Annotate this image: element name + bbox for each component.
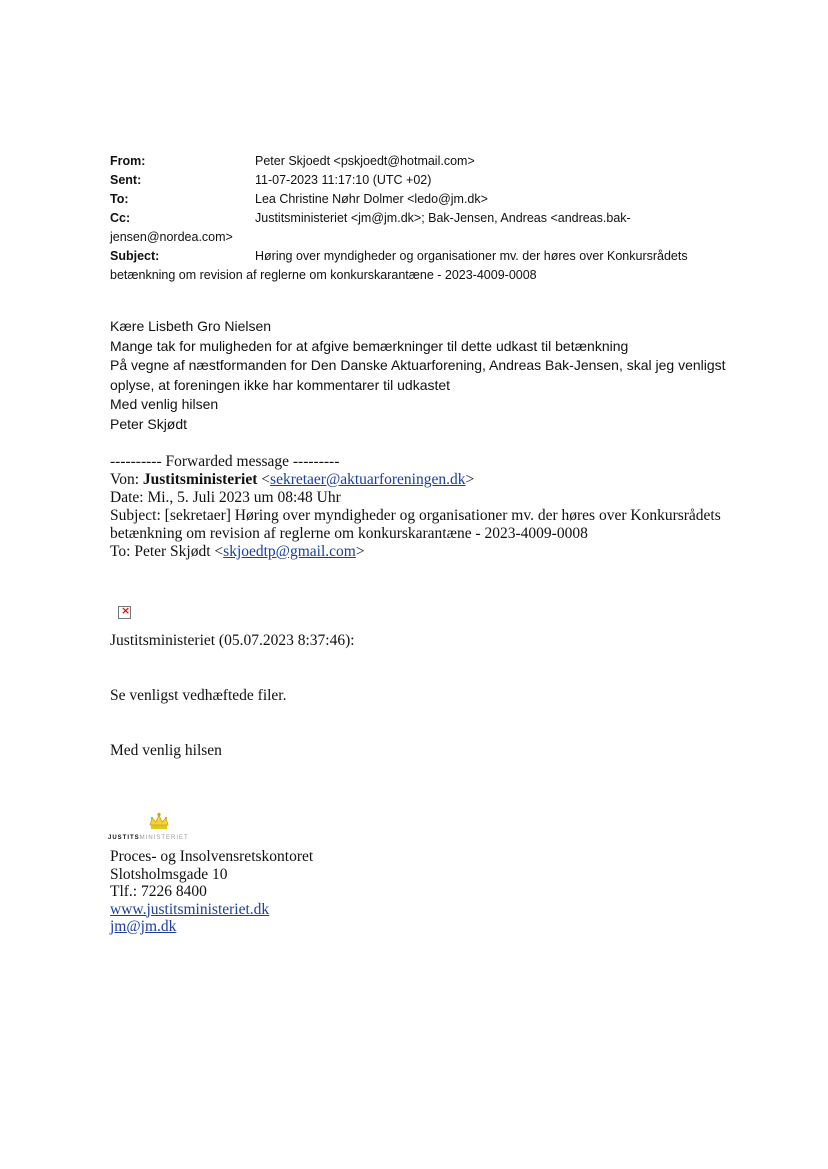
forward-to-label: To: Peter Skjødt	[110, 543, 215, 560]
forward-to: To: Peter Skjødt <skjoedtp@gmail.com>	[110, 543, 365, 560]
cc-value: Justitsministeriet <jm@jm.dk>; Bak-Jensen, Andreas <andreas.bak-	[255, 211, 631, 225]
greeting: Kære Lisbeth Gro Nielsen	[110, 318, 272, 334]
logo-wordmark	[108, 835, 189, 841]
to-row	[110, 190, 760, 209]
email-header	[110, 152, 760, 285]
sent-label: Sent:	[110, 173, 142, 187]
logo-part-1: JUSTITS	[108, 835, 140, 841]
crown-icon	[148, 812, 170, 830]
subject-value-continued: betænkning om revision af reglerne om konkurskarantæne - 2023-4009-0008	[110, 268, 537, 282]
logo-part-2: MINISTERIET	[139, 835, 189, 841]
forward-date: Date: Mi., 5. Juli 2023 um 08:48 Uhr	[110, 489, 341, 506]
subject-value: Høring over myndigheder og organisationer mv. der høres over Konkursrådets	[255, 249, 688, 263]
forward-subject-2: betænkning om revision af reglerne om konkurskarantæne - 2023-4009-0008	[110, 525, 588, 542]
signature-website-link[interactable]: www.justitsministeriet.dk	[110, 900, 270, 918]
message-text: Se venligst vedhæftede filer.	[110, 687, 287, 704]
signature-phone: Tlf.: 7226 8400	[110, 883, 207, 900]
signature-office: Proces- og Insolvensretskontoret	[110, 848, 314, 865]
von-label: Von:	[110, 471, 143, 488]
von-email-link[interactable]: sekretaer@aktuarforeningen.dk	[270, 471, 466, 488]
closing: Med venlig hilsen	[110, 396, 219, 412]
sent-row	[110, 171, 760, 190]
broken-image-icon: ×	[118, 606, 131, 619]
to-label: To:	[110, 192, 129, 206]
from-row	[110, 152, 760, 171]
cc-value-continued: jensen@nordea.com>	[110, 230, 233, 244]
to-value: Lea Christine Nøhr Dolmer <ledo@jm.dk>	[255, 192, 488, 206]
von-name: Justitsministeriet	[142, 471, 258, 488]
subject-label: Subject:	[110, 249, 160, 263]
forward-subject-1: Subject: [sekretaer] Høring over myndigheder og organisationer mv. der høres over Konkursrådets	[110, 507, 721, 524]
body-line-2: På vegne af næstformanden for Den Danske Aktuarforening, Andreas Bak-Jensen, skal jeg venligst	[110, 357, 726, 373]
from-label: From:	[110, 154, 146, 168]
message-sender-line: Justitsministeriet (05.07.2023 8:37:46):	[110, 632, 355, 649]
signature-street: Slotsholmsgade 10	[110, 865, 228, 883]
forwarded-message	[110, 453, 770, 561]
sent-value: 11-07-2023 11:17:10 (UTC +02)	[255, 173, 432, 187]
signature-email-link[interactable]: jm@jm.dk	[110, 918, 177, 935]
signature-block	[110, 848, 313, 936]
email-body	[110, 317, 760, 434]
forward-von: Von: Justitsministeriet <sekretaer@aktuarforeningen.dk>	[110, 471, 475, 488]
forward-separator: ---------- Forwarded message ---------	[110, 453, 340, 470]
body-line-1: Mange tak for muligheden for at afgive bemærkninger til dette udkast til betænkning	[110, 337, 629, 354]
sender-name: Peter Skjødt	[110, 415, 188, 432]
cc-label: Cc:	[110, 211, 131, 225]
cc-row	[110, 209, 760, 247]
forward-to-email-link[interactable]: skjoedtp@gmail.com	[223, 543, 356, 560]
body-line-3: oplyse, at foreningen ikke har kommentarer til udkastet	[110, 376, 451, 393]
message-closing: Med venlig hilsen	[110, 742, 222, 759]
subject-row	[110, 247, 760, 285]
from-value: Peter Skjoedt <pskjoedt@hotmail.com>	[255, 154, 475, 168]
